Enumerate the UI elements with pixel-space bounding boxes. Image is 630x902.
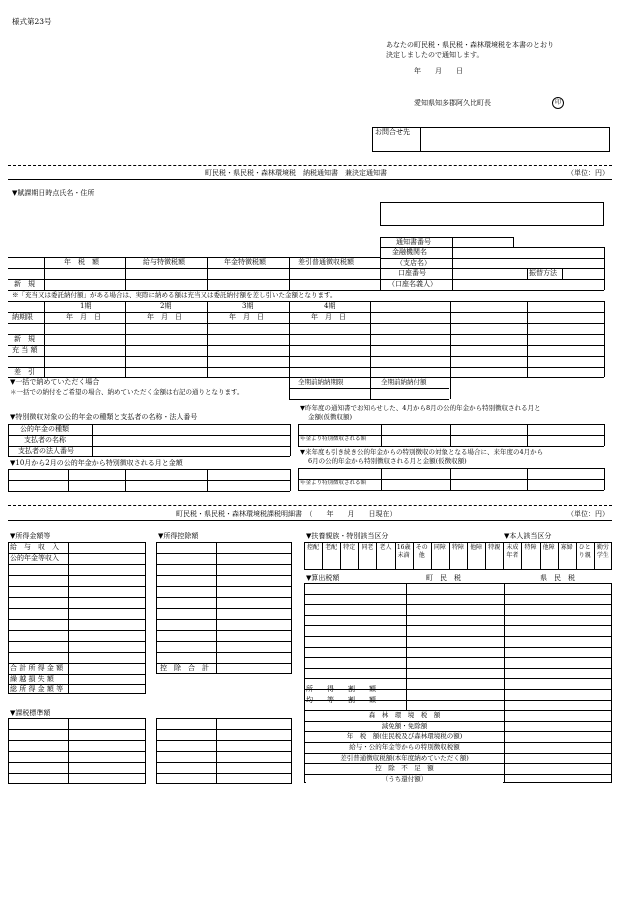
period-diff-label: 差 引 — [14, 368, 35, 376]
prior-note-a: ▼昨年度の通知書でお知らせした、4月から8月の公的年金から特別徴収される月と — [300, 404, 541, 412]
class-col-16: 勤労学生 — [596, 544, 609, 559]
tax-header-pension: 年金特徴税額 — [224, 258, 266, 266]
notice-line-2: 決定しましたので通知します。 — [386, 51, 484, 59]
calc-row-1: 減免額・免除額 — [381, 721, 428, 730]
account-no-label: 口座番号 — [398, 269, 426, 277]
contact-label: お問合せ先 — [375, 128, 410, 136]
period-allot-label: 充 当 額 — [12, 346, 38, 354]
class-col-4: 老人 — [379, 544, 392, 551]
next-row-label: 年金より特別徴収される額 — [300, 480, 367, 486]
prior-row-label: 年金より特別徴収される額 — [300, 436, 367, 442]
calc-row-0: 森 林 環 境 税 額 — [368, 711, 441, 720]
pref-tax-label: 県 民 税 — [540, 574, 575, 582]
detail-title: 町民税・県民税・森林環境税課税明細書 （ 年 月 日現在） — [176, 510, 397, 518]
class-col-6: その他 — [415, 544, 428, 559]
class-col-14: 寡婦 — [560, 544, 573, 551]
period-4: 4期 — [324, 302, 336, 310]
class-col-12: 特障 — [524, 544, 537, 551]
prior-note-b: 金額(仮徴収額) — [308, 413, 353, 421]
calc-row-5: 控 除 不 足 額 — [375, 764, 434, 773]
note-allotment: ※「充当又は委託納付額」がある場合は、実際に納める額は充当又は委託納付額を差し引いた金額となります。 — [12, 291, 337, 299]
class-col-0: 控配 — [307, 544, 320, 551]
calc-row-2: 年 税 額(住民税及び森林環境税の額) — [346, 732, 463, 741]
salary-income: 給 与 収 入 — [10, 543, 59, 551]
class-col-9: 他障 — [470, 544, 483, 551]
class-col-13: 他障 — [542, 544, 555, 551]
form-number: 様式第23号 — [12, 17, 52, 26]
tax-row-new: 新 規 — [14, 280, 35, 288]
bank-name-label: 金融機関名 — [392, 248, 427, 256]
branch-label: （支店名） — [396, 259, 431, 267]
calc-label: ▼算出税額 — [306, 574, 340, 582]
period-3: 3期 — [242, 302, 254, 310]
deduction-total: 控 除 合 計 — [160, 664, 209, 672]
period-4-date: 年 月 日 — [311, 313, 346, 321]
period-1-date: 年 月 日 — [66, 313, 101, 321]
period-2-date: 年 月 日 — [147, 313, 182, 321]
income-label: ▼所得金額等 — [10, 532, 51, 540]
gross-income: 総 所 得 金 額 等 — [10, 685, 64, 693]
dependents-label: ▼扶養親族・特別該当区分 — [306, 532, 389, 540]
period-2: 2期 — [160, 302, 172, 310]
lump-note: ＊一括での納付をご希望の場合、納めていただく金額は右記の通りとなります。 — [10, 388, 244, 396]
unit-label: （単位：円） — [567, 169, 609, 177]
oct-feb-label: ▼10月から2月の公的年金から特別徴収される月と金額 — [10, 459, 183, 467]
class-col-10: 特親 — [488, 544, 501, 551]
deadline-label: 納期限 — [12, 313, 33, 321]
notice-title: 町民税・県民税・森林環境税 納税通知書 兼決定通知書 — [205, 169, 387, 177]
class-col-1: 老配 — [325, 544, 338, 551]
class-col-7: 同障 — [433, 544, 446, 551]
carry-loss: 繰 越 損 失 額 — [10, 675, 54, 683]
pension-kind: 公的年金の種類 — [20, 425, 69, 433]
split-tax-label: 所 得 割 額 — [306, 685, 376, 693]
lump-label: ▼一括で納めていただく場合 — [10, 378, 100, 386]
pension-payer: 支払者の名称 — [24, 436, 66, 444]
town-tax-label: 町 民 税 — [426, 574, 461, 582]
period-3-date: 年 月 日 — [229, 313, 264, 321]
self-label: ▼本人該当区分 — [504, 532, 552, 540]
next-note-a: ▼来年度も引き続き公的年金からの特別徴収の対象となる場合に、来年度の4月から — [300, 448, 544, 456]
notice-no-label: 通知書番号 — [396, 238, 431, 246]
total-income: 合 計 所 得 金 額 — [10, 664, 64, 672]
class-col-2: 特定 — [343, 544, 356, 551]
holder-label: （口座名義人） — [388, 280, 437, 288]
pension-label: ▼特別徴収対象の公的年金の種類と支払者の名称・法人番号 — [10, 413, 198, 421]
class-col-5: 16歳未満 — [396, 544, 411, 559]
equal-tax-label: 均 等 割 額 — [306, 696, 376, 704]
transfer-label: 振替方法 — [529, 269, 557, 277]
notice-line-1: あなたの町民税・県民税・森林環境税を本書のとおり — [386, 41, 554, 49]
tax-header-salary: 給与特徴税額 — [143, 258, 185, 266]
address-box — [380, 202, 604, 226]
class-col-8: 特障 — [451, 544, 464, 551]
period-1: 1期 — [80, 302, 92, 310]
issuer-name: 愛知県知多郡阿久比町長 — [414, 99, 491, 107]
class-col-11: 未成年者 — [506, 544, 519, 559]
calc-row-3: 給与・公的年金等からの特別徴収税額 — [349, 743, 460, 751]
lump-amount: 全期前納納付額 — [381, 378, 427, 386]
pension-income: 公的年金等収入 — [10, 554, 59, 562]
class-col-15: ひとり親 — [578, 544, 591, 559]
seal-icon: 印 — [552, 97, 564, 109]
address-label: ▼賦課期日時点氏名・住所 — [12, 189, 95, 197]
deduction-label: ▼所得控除額 — [158, 532, 199, 540]
period-new-label: 新 規 — [14, 335, 35, 343]
tax-header-ordinary: 差引普通徴収税額 — [298, 258, 354, 266]
class-col-3: 同老 — [361, 544, 374, 551]
calc-row-6: （うち還付額） — [381, 774, 428, 783]
taxable-label: ▼課税標準額 — [10, 709, 51, 717]
pension-corp-no: 支払者の法人番号 — [18, 447, 74, 455]
lump-deadline: 全期前納納期限 — [298, 378, 344, 386]
unit-label-2: （単位：円） — [567, 510, 609, 518]
next-note-b: 6月の公的年金から特別徴収される月と金額(仮徴収額) — [308, 457, 467, 465]
calc-row-4: 差引普通徴収税額(本年度納めていただく額) — [340, 753, 469, 762]
tax-header-annual: 年 税 額 — [64, 258, 99, 266]
notice-date: 年 月 日 — [414, 67, 463, 75]
